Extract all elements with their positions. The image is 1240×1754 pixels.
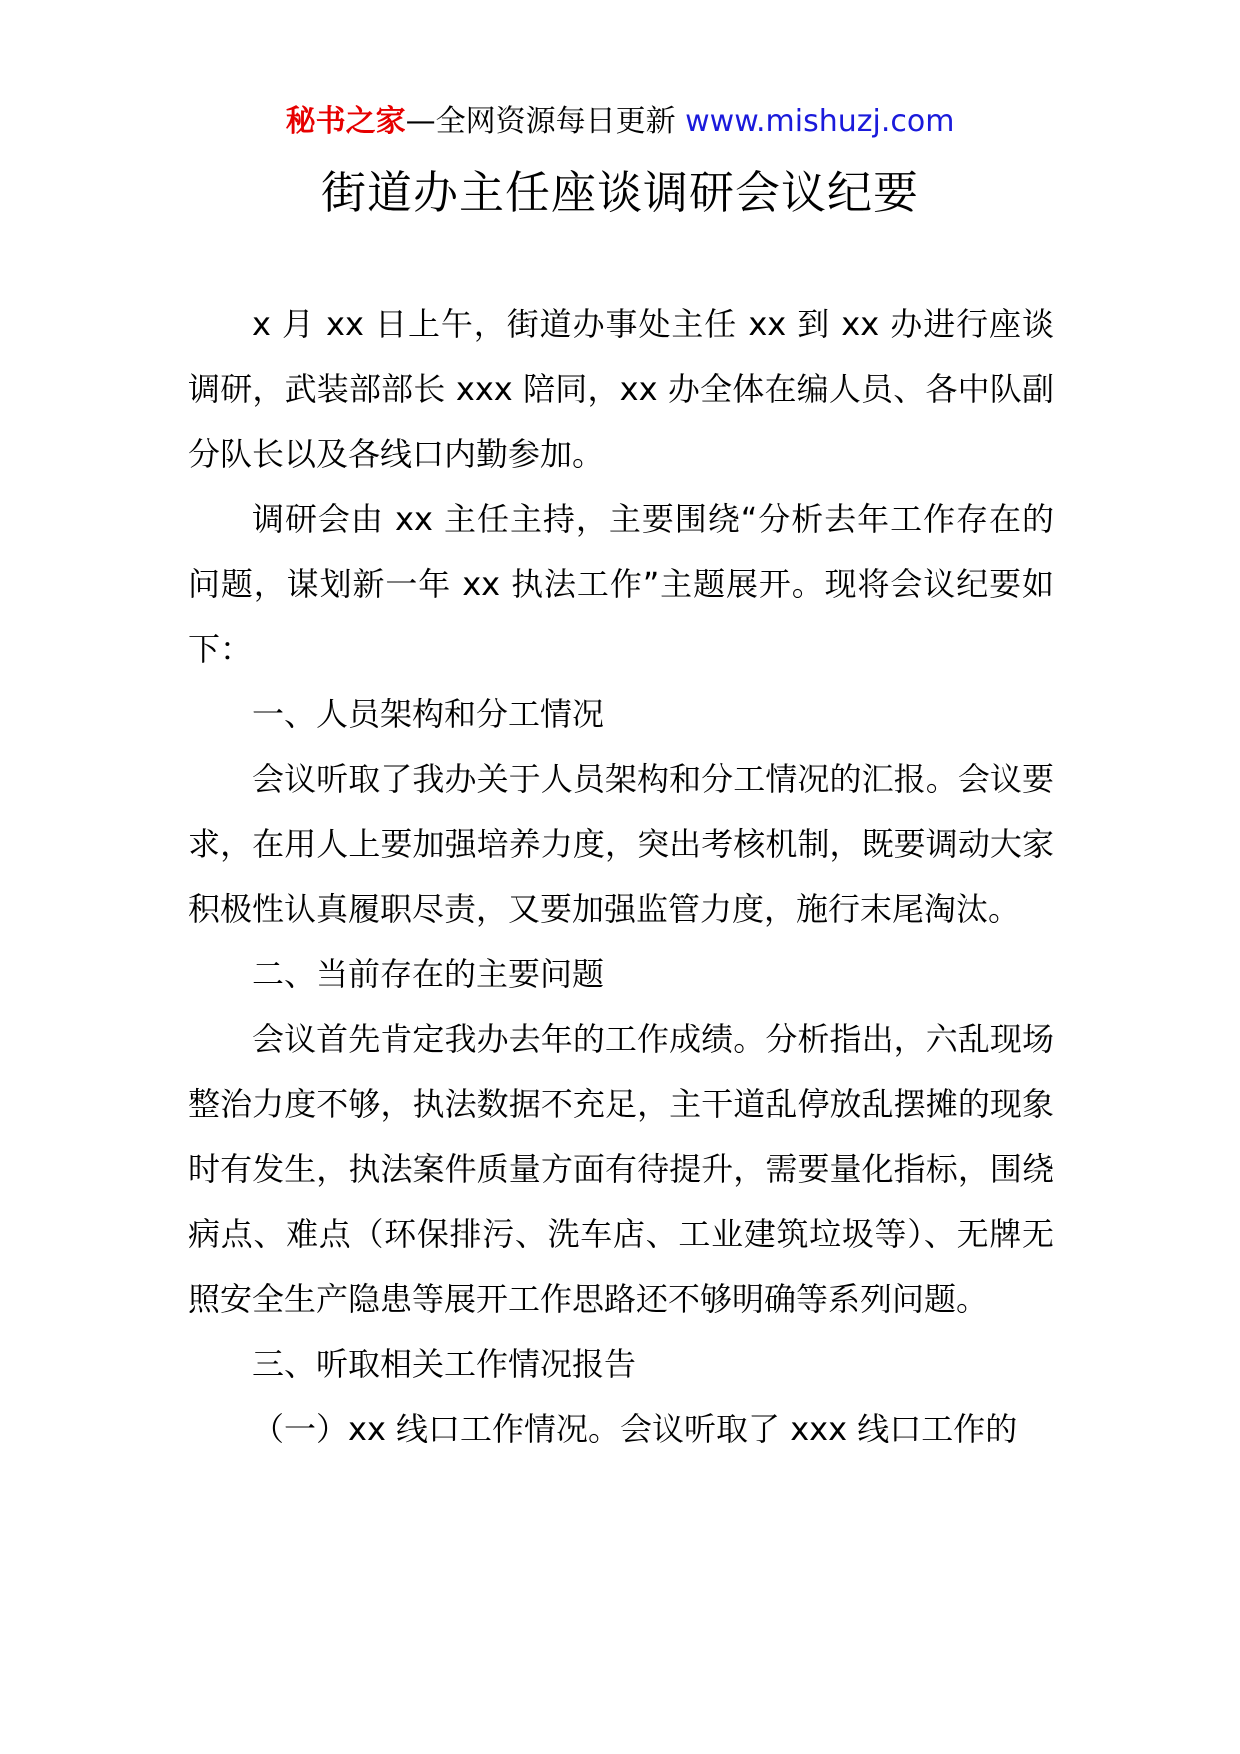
header-tagline: —全网资源每日更新 (405, 104, 686, 139)
paragraph-section-1: 会议听取了我办关于人员架构和分工情况的汇报。会议要求，在用人上要加强培养力度，突出考核机制，既要调动大家积极性认真履职尽责，又要加强监管力度，施行末尾淘汰。 (188, 760, 1054, 928)
paragraph-meeting-host: 调研会由 xx 主任主持，主要围绕“分析去年工作存在的问题，谋划新一年 xx 执法工作”主题展开。现将会议纪要如下： (188, 500, 1054, 668)
brand-name: 秘书之家 (285, 104, 406, 139)
site-url-link[interactable]: www.mishuzj.com (685, 104, 955, 139)
section-heading-3: 三、听取相关工作情况报告 (252, 1345, 637, 1383)
paragraph-subsection-1: （一）xx 线口工作情况。会议听取了 xxx 线口工作的 (252, 1410, 1018, 1448)
paragraph-section-2: 会议首先肯定我办去年的工作成绩。分析指出，六乱现场整治力度不够，执法数据不充足，主干道乱停放乱摆摊的现象时有发生，执法案件质量方面有待提升，需要量化指标，围绕病点、难点（环保排污、洗车店、工业建筑垃圾等）、无牌无照安全生产隐患等展开工作思路还不够明确等系列问题。 (188, 1020, 1054, 1318)
section-heading-2: 二、当前存在的主要问题 (252, 955, 605, 993)
document-title: 街道办主任座谈调研会议纪要 (320, 166, 919, 219)
paragraph-intro: x 月 xx 日上午，街道办事处主任 xx 到 xx 办进行座谈调研，武装部部长 xxx 陪同，xx 办全体在编人员、各中队副分队长以及各线口内勤参加。 (188, 305, 1054, 473)
section-heading-1: 一、人员架构和分工情况 (252, 695, 605, 733)
document-body (188, 292, 1054, 1462)
site-header (0, 102, 1240, 142)
